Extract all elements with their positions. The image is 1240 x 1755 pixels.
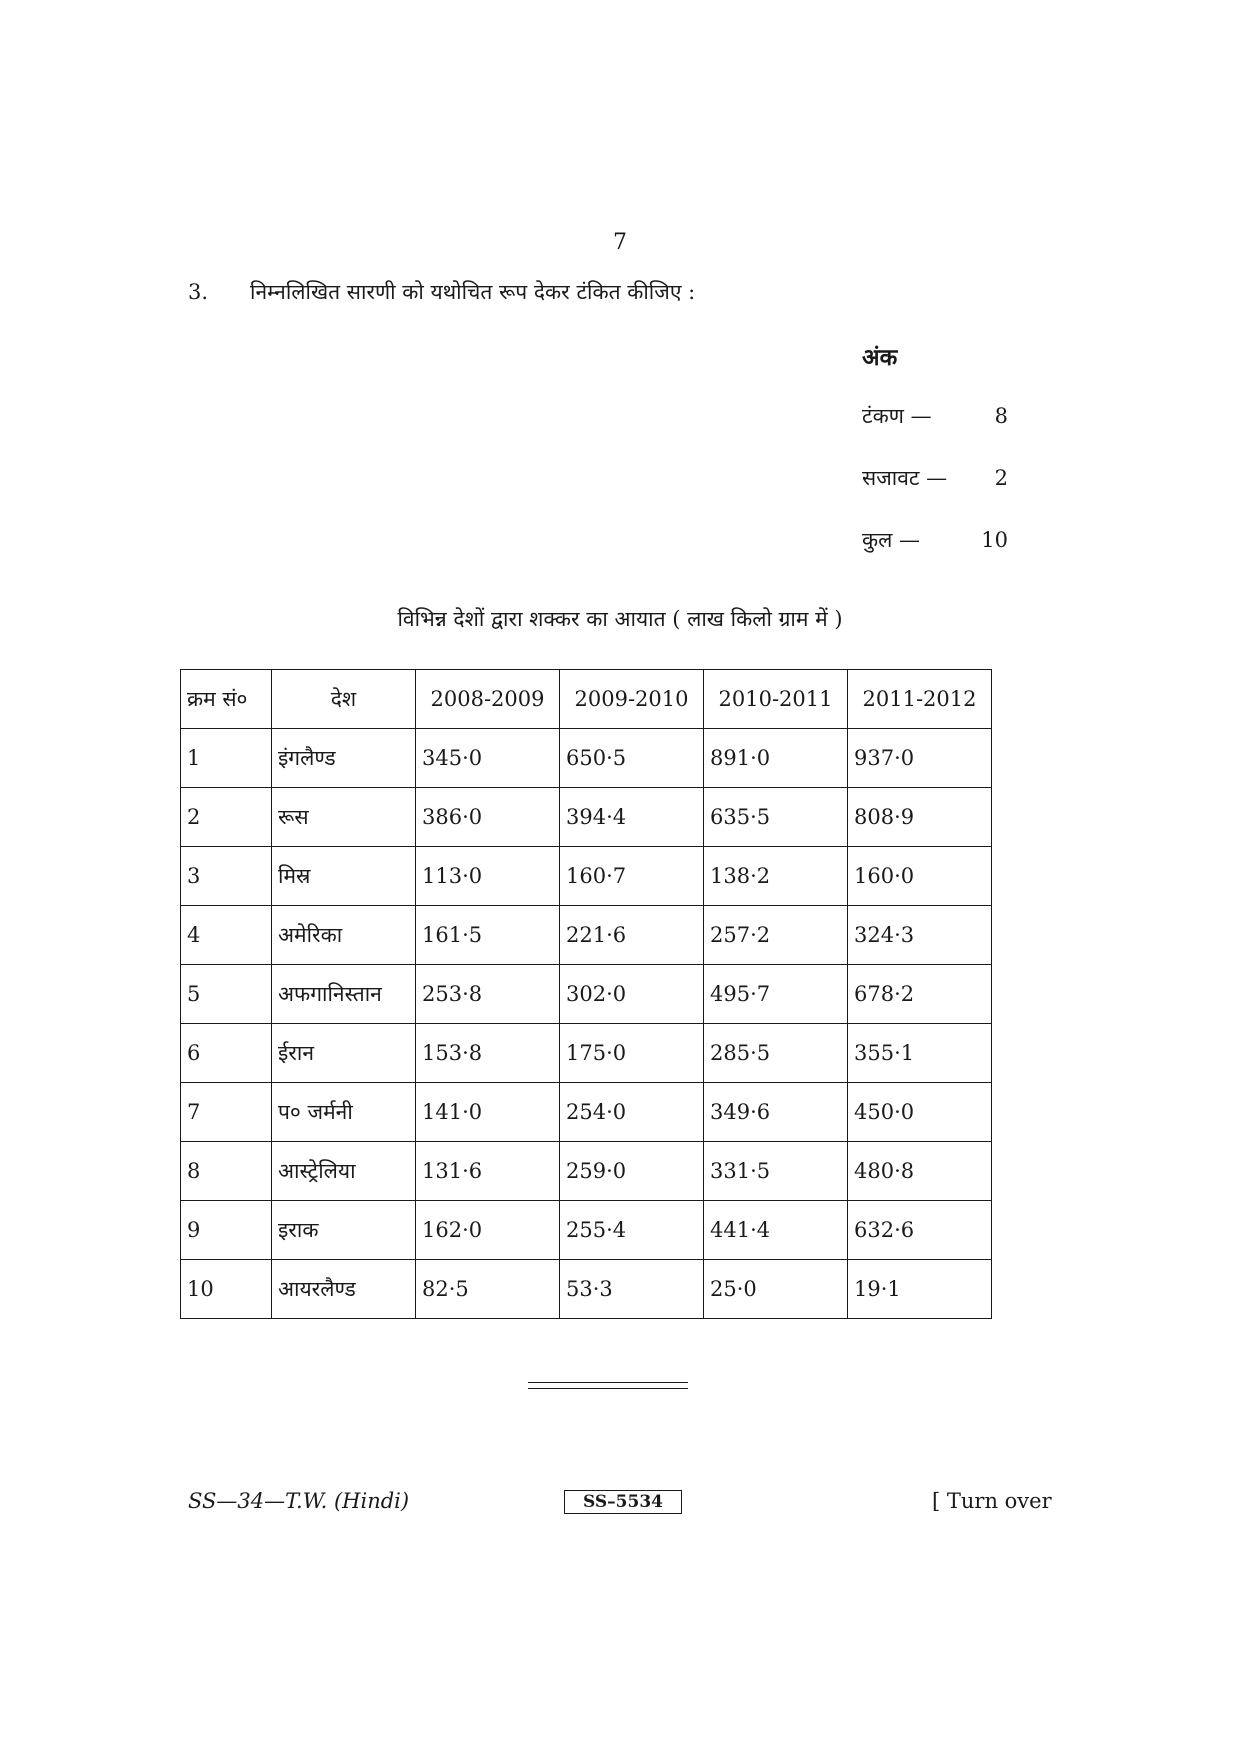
cell-value: 153·8 — [416, 1024, 560, 1083]
cell-value: 302·0 — [560, 965, 704, 1024]
table-row — [181, 1142, 992, 1201]
sugar-import-table — [180, 669, 992, 1319]
cell-value: 349·6 — [704, 1083, 848, 1142]
table-row — [181, 1024, 992, 1083]
marks-box — [862, 340, 1008, 588]
table-row — [181, 729, 992, 788]
table-row — [181, 1201, 992, 1260]
cell-value: 386·0 — [416, 788, 560, 847]
marks-value: 8 — [994, 404, 1008, 428]
header-country: देश — [272, 670, 416, 729]
cell-value: 162·0 — [416, 1201, 560, 1260]
cell-country: मिस्र — [272, 847, 416, 906]
footer-paper-code: SS—34—T.W. (Hindi) — [188, 1489, 410, 1513]
cell-value: 82·5 — [416, 1260, 560, 1319]
cell-country: आस्ट्रेलिया — [272, 1142, 416, 1201]
cell-serial: 6 — [181, 1024, 272, 1083]
cell-serial: 9 — [181, 1201, 272, 1260]
question — [188, 278, 695, 306]
cell-value: 285·5 — [704, 1024, 848, 1083]
page-number: 7 — [613, 230, 627, 255]
footer-series-code: SS–5534 — [564, 1490, 682, 1514]
table-row — [181, 788, 992, 847]
cell-value: 160·0 — [848, 847, 992, 906]
question-text: निम्नलिखित सारणी को यथोचित रूप देकर टंकित कीजिए : — [250, 280, 696, 304]
cell-value: 131·6 — [416, 1142, 560, 1201]
question-number: 3. — [188, 280, 209, 304]
cell-serial: 10 — [181, 1260, 272, 1319]
cell-value: 141·0 — [416, 1083, 560, 1142]
cell-value: 345·0 — [416, 729, 560, 788]
cell-value: 450·0 — [848, 1083, 992, 1142]
header-serial: क्रम सं० — [181, 670, 272, 729]
cell-country: आयरलैण्ड — [272, 1260, 416, 1319]
cell-value: 635·5 — [704, 788, 848, 847]
table-row — [181, 1083, 992, 1142]
cell-value: 650·5 — [560, 729, 704, 788]
cell-value: 259·0 — [560, 1142, 704, 1201]
cell-country: रूस — [272, 788, 416, 847]
table-title: विभिन्न देशों द्वारा शक्कर का आयात ( लाख किलो ग्राम में ) — [397, 607, 843, 631]
marks-row-typing — [862, 402, 1008, 434]
cell-value: 331·5 — [704, 1142, 848, 1201]
header-year: 2010-2011 — [704, 670, 848, 729]
cell-value: 19·1 — [848, 1260, 992, 1319]
cell-country: अफगानिस्तान — [272, 965, 416, 1024]
cell-country: प० जर्मनी — [272, 1083, 416, 1142]
cell-country: ईरान — [272, 1024, 416, 1083]
cell-serial: 4 — [181, 906, 272, 965]
cell-serial: 5 — [181, 965, 272, 1024]
cell-value: 221·6 — [560, 906, 704, 965]
cell-value: 161·5 — [416, 906, 560, 965]
cell-value: 394·4 — [560, 788, 704, 847]
cell-value: 160·7 — [560, 847, 704, 906]
cell-value: 495·7 — [704, 965, 848, 1024]
cell-value: 257·2 — [704, 906, 848, 965]
cell-value: 138·2 — [704, 847, 848, 906]
cell-serial: 8 — [181, 1142, 272, 1201]
marks-label: टंकण — — [862, 404, 932, 428]
marks-title: अंक — [862, 344, 898, 371]
cell-value: 441·4 — [704, 1201, 848, 1260]
footer-turn-over: [ Turn over — [932, 1489, 1052, 1513]
cell-value: 891·0 — [704, 729, 848, 788]
cell-value: 355·1 — [848, 1024, 992, 1083]
cell-value: 324·3 — [848, 906, 992, 965]
cell-value: 632·6 — [848, 1201, 992, 1260]
cell-country: इंगलैण्ड — [272, 729, 416, 788]
cell-value: 53·3 — [560, 1260, 704, 1319]
cell-country: इराक — [272, 1201, 416, 1260]
cell-serial: 2 — [181, 788, 272, 847]
cell-value: 255·4 — [560, 1201, 704, 1260]
header-year: 2011-2012 — [848, 670, 992, 729]
cell-value: 25·0 — [704, 1260, 848, 1319]
cell-serial: 1 — [181, 729, 272, 788]
header-year: 2009-2010 — [560, 670, 704, 729]
marks-row-total — [862, 526, 1008, 558]
marks-value: 2 — [994, 466, 1008, 490]
cell-value: 254·0 — [560, 1083, 704, 1142]
cell-serial: 7 — [181, 1083, 272, 1142]
table-header-row — [181, 670, 992, 729]
marks-value: 10 — [981, 528, 1008, 552]
table-row — [181, 906, 992, 965]
cell-serial: 3 — [181, 847, 272, 906]
end-rule — [528, 1382, 688, 1389]
cell-value: 480·8 — [848, 1142, 992, 1201]
header-year: 2008-2009 — [416, 670, 560, 729]
marks-row-decoration — [862, 464, 1008, 496]
cell-value: 678·2 — [848, 965, 992, 1024]
cell-value: 937·0 — [848, 729, 992, 788]
cell-value: 253·8 — [416, 965, 560, 1024]
marks-label: कुल — — [862, 528, 921, 552]
marks-label: सजावट — — [862, 466, 948, 490]
cell-value: 113·0 — [416, 847, 560, 906]
cell-value: 175·0 — [560, 1024, 704, 1083]
table-row — [181, 965, 992, 1024]
table-row — [181, 847, 992, 906]
cell-country: अमेरिका — [272, 906, 416, 965]
cell-value: 808·9 — [848, 788, 992, 847]
table-row — [181, 1260, 992, 1319]
